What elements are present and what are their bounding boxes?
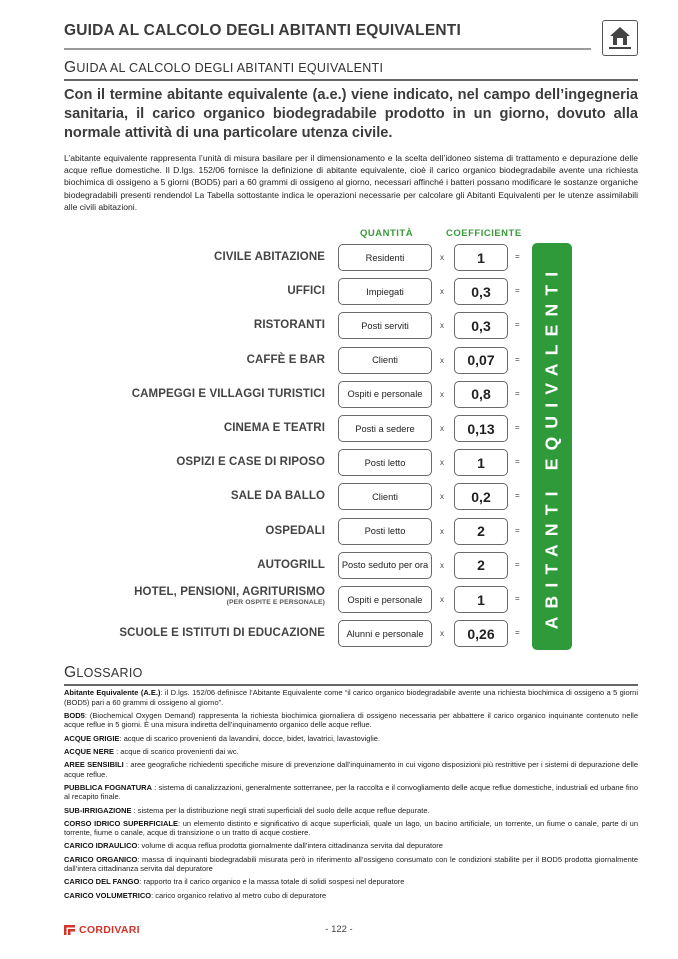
house-logo-icon — [602, 20, 638, 56]
row-label-text: CINEMA E TEATRI — [223, 422, 325, 434]
row-label — [214, 251, 325, 263]
row-label — [287, 285, 325, 297]
page-number: - 122 - — [325, 924, 353, 935]
row-label-text: OSPEDALI — [265, 524, 325, 537]
equals-sign: = — [515, 354, 520, 364]
glossary-list — [64, 688, 638, 904]
glossary-term: CORSO IDRICO SUPERFICIALE — [64, 818, 179, 828]
row-label — [176, 456, 325, 468]
glossary-term: BOD5 — [64, 710, 85, 720]
quantity-box: Posto seduto per ora — [338, 552, 432, 579]
glossary-item — [64, 783, 638, 802]
coefficient-box: 1 — [454, 244, 508, 271]
row-label-text: RISTORANTI — [253, 319, 325, 332]
row-label-text: OSPIZI E CASE DI RIPOSO — [176, 456, 325, 469]
glossary-definition: : carico organico relativo al metro cubo di depuratore — [151, 890, 327, 900]
quantity-box: Posti a sedere — [338, 415, 432, 442]
row-label-text: UFFICI — [287, 285, 325, 298]
glossary-title-rest: LOSSARIO — [76, 666, 143, 680]
equals-sign: = — [515, 320, 520, 330]
glossary-definition: : sistema di canalizzazioni, generalmente sotterranee, per la raccolta e il convogliamento delle acque reflue domestiche, industriali ed urbane fino al recapito finale. — [64, 782, 638, 802]
glossary-item — [64, 877, 638, 887]
glossary-term: CARICO IDRAULICO — [64, 841, 138, 851]
footer-brand-name: CORDIVARI — [79, 924, 140, 936]
equals-sign: = — [515, 491, 520, 501]
glossary-rule — [64, 684, 638, 686]
page-header — [64, 18, 638, 58]
row-label-text: HOTEL, PENSIONI, AGRITURISMO — [134, 586, 325, 598]
glossary-item — [64, 855, 638, 874]
multiply-sign: x — [440, 595, 444, 604]
multiply-sign: x — [440, 492, 444, 502]
glossary-item — [64, 747, 638, 757]
equals-sign: = — [515, 286, 520, 296]
glossary-term: CARICO DEL FANGO — [64, 877, 140, 887]
row-label — [134, 586, 325, 606]
glossary-item — [64, 819, 638, 838]
glossary-definition: : massa di inquinanti biodegradabili misurata però in riferimento all’ossigeno consumato con le condizioni stabilite per il BOD5 prodotta giornalmente dall’intera cittadinanza servita dal depuratore — [64, 854, 638, 874]
multiply-sign: x — [440, 389, 444, 399]
coefficient-box: 2 — [454, 518, 508, 545]
glossary-definition: : un elemento distinto e significativo di acque superficiali, quale un lago, un bacino artificiale, un torrente, un fiume o canale, parte di un torrente, fiume o canale, acque di transizione o un tratto di acque costiere. — [64, 818, 638, 838]
glossary-item — [64, 806, 638, 816]
glossary-term: PUBBLICA FOGNATURA — [64, 782, 153, 792]
section-title-rest: UIDA AL CALCOLO DEGLI ABITANTI EQUIVALENTI — [76, 61, 384, 75]
equals-sign: = — [515, 423, 520, 432]
table-row — [0, 243, 678, 273]
quantity-box: Posti letto — [338, 518, 432, 545]
row-label — [231, 490, 325, 502]
row-label-text: AUTOGRILL — [257, 558, 325, 571]
table-row — [0, 380, 678, 410]
coefficient-box: 1 — [454, 586, 508, 613]
glossary-term: ACQUE NERE — [64, 746, 115, 756]
table-row — [0, 346, 678, 376]
glossary-term: Abitante Equivalente (A.E.) — [64, 688, 161, 697]
multiply-sign: x — [440, 355, 444, 365]
row-label — [224, 422, 325, 434]
coefficient-box: 2 — [454, 552, 508, 579]
glossary-term: ACQUE GRIGIE — [64, 733, 120, 743]
glossary-item — [64, 734, 638, 744]
table-row — [0, 448, 678, 478]
table-row — [0, 277, 678, 307]
result-bar — [532, 243, 572, 650]
lead-paragraph: Con il termine abitante equivalente (a.e.) viene indicato, nel campo dell’ingegneria sanitaria, il carico organico biodegradabile prodotto in un giorno, dovuto alla normale attività di una particolare utenza civile. — [64, 87, 638, 141]
equals-sign: = — [515, 388, 520, 398]
section-title — [64, 59, 383, 77]
table-row — [0, 311, 678, 341]
glossary-term: SUB-IRRIGAZIONE — [64, 805, 132, 815]
coefficient-box: 0,13 — [454, 415, 508, 442]
table-row — [0, 517, 678, 547]
row-label-text: SCUOLE E ISTITUTI DI EDUCAZIONE — [119, 627, 325, 640]
multiply-sign: x — [440, 458, 444, 468]
glossary-definition: : aree geografiche richiedenti specifiche misure di prevenzione dall’inquinamento in cui vigono disposizioni più restrittive per i sistemi di depurazione delle acque reflue. — [64, 759, 638, 779]
glossary-definition: : il D.lgs. 152/06 definisce l’Abitante Equivalente come “il carico organico biodegradabile avente una richiesta biochimica di ossigeno a 5 giorni (BOD5) pari a 60 grammi di ossigeno al giorno”. — [64, 688, 638, 707]
coefficient-box: 0,8 — [454, 381, 508, 408]
multiply-sign: x — [440, 253, 444, 262]
equals-sign: = — [515, 252, 520, 261]
glossary-definition: : acque di scarico provenienti dai wc. — [114, 746, 239, 756]
row-label-text: CAFFÈ E BAR — [246, 353, 325, 366]
coefficient-box: 0,07 — [454, 347, 508, 374]
multiply-sign: x — [440, 287, 444, 297]
row-label — [119, 627, 325, 639]
row-label-text: SALE DA BALLO — [230, 490, 325, 503]
quantity-box: Residenti — [338, 244, 432, 271]
glossary-term: CARICO VOLUMETRICO — [64, 890, 152, 900]
multiply-sign: x — [440, 424, 444, 433]
equals-sign: = — [515, 525, 520, 535]
glossary-definition: : rapporto tra il carico organico e la massa totale di solidi sospesi nel depuratore — [139, 877, 405, 887]
multiply-sign: x — [440, 560, 444, 570]
row-label-subtext: (PER OSPITE E PERSONALE) — [226, 599, 325, 606]
multiply-sign: x — [440, 629, 444, 639]
equals-sign: = — [515, 457, 520, 467]
glossary-item — [64, 841, 638, 851]
intro-paragraph: L’abitante equivalente rappresenta l’unità di misura basilare per il dimensionamento e la scelta dell’idoneo sistema di trattamento e depurazione delle acque reflue domestiche. Il D.lgs. 152/06 fornisce la definizione di abitante equivalente, cioè il carico organico biodegradabile avente una richiesta biochimica di ossigeno a 5 giorni (BOD5) pari a 60 grammi di ossigeno al giorno, necessari affinché i batteri possano modificare le sostanze organiche biodegradabili presenti rendendol La Tabella sottostante indica le operazioni necessarie per calcolare gli Abitanti Equivalenti per le utenze assimilabili alle civili abitazioni. — [64, 153, 638, 212]
row-label — [257, 559, 325, 571]
equals-sign: = — [515, 559, 520, 569]
quantity-box: Ospiti e personale — [338, 586, 432, 613]
quantity-box: Posti serviti — [338, 312, 432, 339]
glossary-title — [64, 664, 143, 682]
table-row — [0, 414, 678, 444]
glossary-term: AREE SENSIBILI — [64, 759, 124, 769]
row-label — [247, 354, 325, 366]
glossary-definition: : volume di acqua reflua prodotta giornalmente dall’intera cittadinanza servita dal depuratore — [137, 841, 443, 851]
glossary-definition: : sistema per la distribuzione negli strati superficiali del suolo delle acque reflue depurate. — [131, 805, 430, 815]
row-label — [132, 388, 325, 400]
coefficient-box: 0,26 — [454, 620, 508, 647]
equals-sign: = — [515, 628, 520, 638]
table-row — [0, 619, 678, 649]
quantity-box: Alunni e personale — [338, 620, 432, 647]
glossary-item — [64, 711, 638, 730]
row-label-text: CAMPEGGI E VILLAGGI TURISTICI — [131, 387, 325, 400]
glossary-item — [64, 891, 638, 901]
row-label-text: CIVILE ABITAZIONE — [214, 251, 325, 263]
quantity-box: Clienti — [338, 347, 432, 374]
coefficient-box: 0,3 — [454, 278, 508, 305]
multiply-sign: x — [440, 321, 444, 331]
glossary-item — [64, 688, 638, 707]
table-row — [0, 585, 678, 615]
quantity-box: Impiegati — [338, 278, 432, 305]
coefficient-box: 0,2 — [454, 483, 508, 510]
quantity-column-header: QUANTITÀ — [360, 228, 414, 239]
row-label — [254, 319, 325, 331]
coefficient-box: 1 — [454, 449, 508, 476]
result-label: ABITANTI EQUIVALENTI — [541, 263, 562, 630]
table-row — [0, 551, 678, 581]
quantity-box: Posti letto — [338, 449, 432, 476]
equals-sign: = — [515, 594, 520, 603]
multiply-sign: x — [440, 526, 444, 536]
quantity-box: Ospiti e personale — [338, 381, 432, 408]
glossary-term: CARICO ORGANICO — [64, 854, 138, 864]
coefficient-box: 0,3 — [454, 312, 508, 339]
section-title-initial: G — [64, 59, 77, 76]
glossary-definition: : (Biochemical Oxygen Demand) rappresenta la richiesta biochimica giornaliera di ossigeno necessaria per abbattere il carico organico inquinante contenuto nelle acque reflue in 5 giorni. È una misura indiretta dell’inquinamento organico delle acque reflue. — [64, 710, 638, 730]
quantity-box: Clienti — [338, 483, 432, 510]
row-label — [265, 525, 325, 537]
glossary-title-initial: G — [64, 664, 77, 681]
header-rule — [64, 48, 591, 50]
header-title: GUIDA AL CALCOLO DEGLI ABITANTI EQUIVALENTI — [64, 22, 461, 39]
glossary-item — [64, 760, 638, 779]
glossary-definition: : acque di scarico provenienti da lavandini, docce, bidet, lavatrici, lavastoviglie. — [119, 733, 380, 743]
coefficient-column-header: COEFFICIENTE — [446, 228, 522, 239]
section-rule — [64, 79, 638, 81]
table-row — [0, 482, 678, 512]
